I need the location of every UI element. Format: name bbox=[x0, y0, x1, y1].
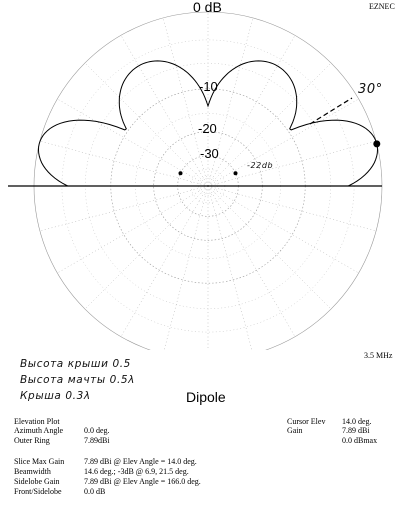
pattern-marker bbox=[179, 171, 183, 175]
info-cursor-elev bbox=[287, 417, 372, 426]
handwritten-note-1: Высота крыши 0.5 bbox=[20, 358, 131, 370]
info-sidelobe-gain bbox=[14, 477, 201, 486]
grid-spoke bbox=[40, 141, 208, 186]
pattern-marker bbox=[234, 171, 238, 175]
info-azimuth bbox=[14, 426, 110, 435]
info-label: Cursor Elev bbox=[287, 417, 326, 426]
plot-title: Dipole bbox=[186, 389, 226, 405]
info-label: Beamwidth bbox=[14, 467, 51, 476]
info-dbmax bbox=[287, 436, 377, 445]
frequency-label: 3.5 MHz bbox=[364, 351, 393, 360]
info-value: 14.6 deg.; -3dB @ 6.9, 21.5 deg. bbox=[84, 467, 189, 476]
grid-spoke bbox=[57, 99, 208, 186]
info-label: Elevation Plot bbox=[14, 417, 60, 426]
info-label: Slice Max Gain bbox=[14, 457, 65, 466]
info-label: Outer Ring bbox=[14, 436, 50, 445]
info-label: Azimuth Angle bbox=[14, 426, 64, 435]
grid-spoke bbox=[208, 186, 331, 309]
info-value: 7.89 dBi @ Elev Angle = 14.0 deg. bbox=[84, 457, 197, 466]
angle-annotation: 30° bbox=[358, 82, 383, 97]
grid-spoke bbox=[208, 186, 359, 273]
handwritten-note-2: Высота мачты 0.5λ bbox=[20, 374, 135, 386]
program-name: EZNEC bbox=[369, 2, 395, 11]
grid-spoke bbox=[40, 186, 208, 231]
grid-spoke bbox=[85, 186, 208, 309]
info-value: 7.89dBi bbox=[84, 436, 110, 445]
point-annotation: -22db bbox=[247, 161, 274, 170]
grid-spoke bbox=[208, 141, 376, 186]
info-slice-max-gain bbox=[14, 457, 197, 466]
info-beamwidth bbox=[14, 467, 189, 476]
grid-spoke bbox=[163, 186, 208, 350]
handwritten-note-3: Крыша 0.3λ bbox=[20, 390, 91, 402]
grid-spoke bbox=[57, 186, 208, 273]
info-label: Front/Sidelobe bbox=[14, 487, 62, 496]
info-label: Sidelobe Gain bbox=[14, 477, 60, 486]
info-value: 0.0 deg. bbox=[84, 426, 110, 435]
info-front-sidelobe bbox=[14, 487, 105, 496]
ring-label-minus20: -20 bbox=[198, 121, 217, 136]
ring-label-0db: 0 dB bbox=[193, 0, 222, 15]
info-value: 14.0 deg. bbox=[342, 417, 372, 426]
info-gain bbox=[287, 426, 370, 435]
info-elevation-plot bbox=[14, 417, 60, 426]
grid-spoke bbox=[121, 35, 208, 186]
ring-label-minus10: -10 bbox=[199, 79, 218, 94]
info-value: 7.89 dBi bbox=[342, 426, 370, 435]
grid-spoke bbox=[208, 186, 253, 350]
grid-spoke bbox=[208, 186, 295, 337]
info-value: 7.89 dBi @ Elev Angle = 166.0 deg. bbox=[84, 477, 201, 486]
info-value: 0.0 dB bbox=[84, 487, 106, 496]
grid-spoke bbox=[208, 186, 376, 231]
grid-spoke bbox=[85, 63, 208, 186]
grid-spoke bbox=[121, 186, 208, 337]
ring-label-minus30: -30 bbox=[200, 146, 219, 161]
grid-spoke bbox=[208, 99, 359, 186]
info-label: Gain bbox=[287, 426, 303, 435]
info-outer-ring bbox=[14, 436, 110, 445]
cursor-point bbox=[373, 140, 380, 147]
info-value: 0.0 dBmax bbox=[342, 436, 378, 445]
